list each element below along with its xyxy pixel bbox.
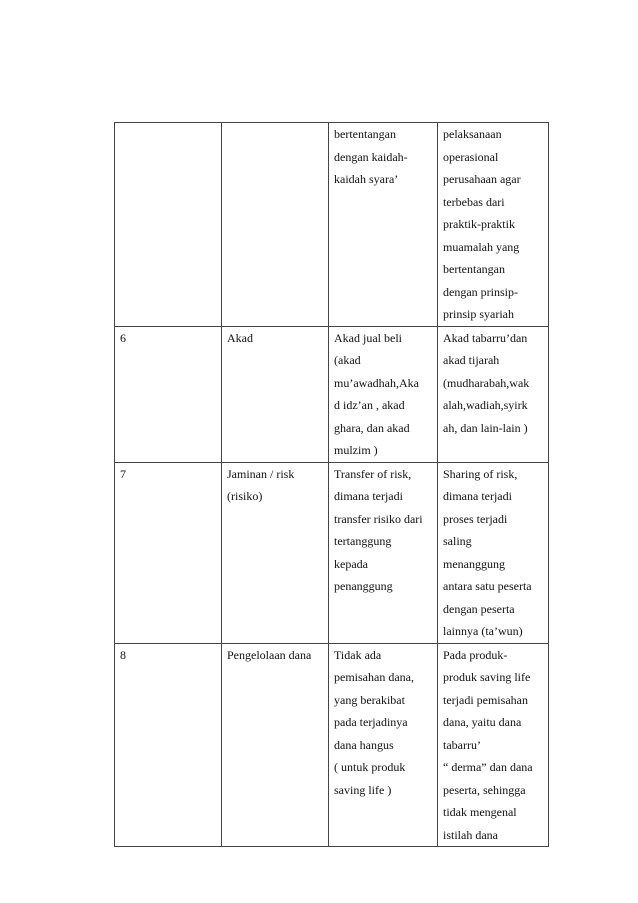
row-number-cell: [115, 462, 222, 643]
table-body: [115, 123, 549, 847]
cell-line: perusahaan agar: [443, 172, 521, 186]
cell-line: terbebas dari: [443, 194, 505, 209]
cell-line: Akad tabarru’dan: [443, 330, 528, 345]
cell-line: Sharing of risk,: [443, 466, 518, 481]
cell-line: dimana terjadi: [334, 489, 403, 503]
cell-line: Pada produk-: [443, 647, 508, 662]
cell-line: ( untuk produk: [334, 760, 406, 774]
aspect-cell: [222, 123, 329, 327]
cell-line: dimana terjadi: [443, 489, 512, 503]
aspect-cell: [222, 462, 329, 643]
cell-line: dengan prinsip-: [443, 284, 518, 299]
sharia-cell: [438, 326, 549, 462]
cell-line: yang berakibat: [334, 692, 405, 707]
cell-line: dana, yaitu dana: [443, 715, 522, 729]
cell-line: transfer risiko dari: [334, 511, 423, 526]
cell-line: mulzim ): [334, 443, 378, 457]
cell-line: Akad: [227, 330, 253, 345]
cell-line: penanggung: [334, 579, 393, 593]
cell-line: praktik-praktik: [443, 217, 515, 231]
cell-line: “ derma” dan dana: [443, 760, 533, 774]
cell-line: bertentangan: [334, 127, 396, 141]
row-number-cell: [115, 326, 222, 462]
cell-line: (risiko): [227, 489, 263, 503]
cell-line: tabarru’: [443, 737, 481, 752]
cell-line: d idz’an , akad: [334, 398, 405, 412]
cell-line: (mudharabah,wak: [443, 375, 530, 390]
cell-line: alah,wadiah,syirk: [443, 398, 528, 412]
cell-line: Tidak ada: [334, 647, 382, 662]
cell-line: muamalah yang: [443, 239, 520, 254]
cell-line: Jaminan / risk: [227, 466, 295, 481]
cell-line: produk saving life: [443, 670, 531, 684]
aspect-cell: [222, 326, 329, 462]
cell-line: antara satu peserta: [443, 579, 532, 593]
cell-line: akad tijarah: [443, 353, 500, 367]
table-row: [115, 123, 549, 327]
row-number-cell: [115, 123, 222, 327]
cell-line: Akad jual beli: [334, 330, 402, 345]
cell-line: bertentangan: [443, 262, 505, 276]
cell-line: istilah dana: [443, 827, 498, 842]
cell-line: prinsip syariah: [443, 307, 514, 321]
cell-line: 6: [120, 330, 126, 345]
table-row: [115, 462, 549, 643]
sharia-cell: [438, 643, 549, 847]
table-row: [115, 643, 549, 847]
cell-line: Pengelolaan dana: [227, 647, 312, 662]
cell-line: tertanggung: [334, 534, 392, 548]
cell-line: Transfer of risk,: [334, 466, 412, 481]
conventional-cell: [329, 462, 438, 643]
cell-line: dengan peserta: [443, 601, 515, 616]
cell-line: saling: [443, 534, 472, 548]
cell-line: 8: [120, 647, 126, 662]
cell-line: 7: [120, 466, 126, 481]
sharia-cell: [438, 123, 549, 327]
cell-line: terjadi pemisahan: [443, 692, 528, 707]
cell-line: kaidah syara’: [334, 172, 399, 186]
cell-line: dana hangus: [334, 737, 394, 752]
cell-line: pelaksanaan: [443, 127, 502, 141]
cell-line: menanggung: [443, 556, 505, 571]
conventional-cell: [329, 643, 438, 847]
row-number-cell: [115, 643, 222, 847]
cell-line: proses terjadi: [443, 511, 508, 526]
comparison-table: [114, 122, 549, 847]
cell-line: ah, dan lain-lain ): [443, 420, 528, 435]
conventional-cell: [329, 123, 438, 327]
sharia-cell: [438, 462, 549, 643]
cell-line: dengan kaidah-: [334, 149, 408, 164]
cell-line: ghara, dan akad: [334, 420, 410, 435]
cell-line: peserta, sehingga: [443, 782, 526, 797]
cell-line: lainnya (ta’wun): [443, 624, 523, 638]
cell-line: (akad: [334, 353, 361, 367]
cell-line: pemisahan dana,: [334, 670, 414, 684]
cell-line: kepada: [334, 556, 368, 571]
aspect-cell: [222, 643, 329, 847]
table-row: [115, 326, 549, 462]
cell-line: tidak mengenal: [443, 805, 517, 819]
cell-line: mu’awadhah,Aka: [334, 375, 419, 390]
cell-line: pada terjadinya: [334, 715, 408, 729]
cell-line: operasional: [443, 149, 499, 164]
cell-line: saving life ): [334, 782, 392, 797]
conventional-cell: [329, 326, 438, 462]
